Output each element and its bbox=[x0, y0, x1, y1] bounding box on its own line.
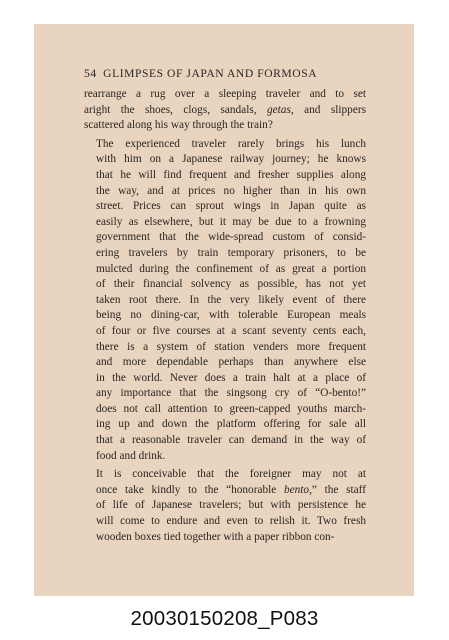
image-id-caption: 20030150208_P083 bbox=[130, 607, 319, 630]
text-line: taken root there. In the very likely event of there bbox=[96, 293, 366, 306]
text-line: rearrange a rug over a sleeping traveler and to set bbox=[84, 88, 366, 100]
paragraph bbox=[84, 87, 366, 134]
running-head bbox=[84, 66, 366, 82]
text-line: the way, and at prices no higher than in his own bbox=[96, 184, 366, 197]
paragraph bbox=[84, 137, 366, 464]
text-line: that he will find frequent and fresher supplies along bbox=[96, 168, 366, 181]
text-line: of their financial solvency as possible, has not yet bbox=[96, 278, 366, 291]
text-line: there is a system of station venders more frequent bbox=[96, 340, 366, 353]
text-line: and more dependable perhaps than anywhere else bbox=[96, 356, 366, 369]
page-text-block bbox=[84, 66, 366, 545]
paragraph bbox=[84, 467, 366, 545]
text-line: any importance that the singsong cry of “O-bento!” bbox=[96, 387, 366, 400]
text-line: once take kindly to the “honorable bento,” the staff bbox=[96, 483, 366, 496]
text-line: easily as elsewhere, but it may be due to a frowning bbox=[96, 215, 366, 228]
text-line: aright the shoes, clogs, sandals, getas, and slippers bbox=[84, 103, 367, 116]
running-head-title: GLIMPSES OF JAPAN AND FORMOSA bbox=[103, 67, 318, 80]
page-number: 54 bbox=[84, 67, 97, 80]
text-line: The experienced traveler rarely brings his lunch bbox=[96, 137, 366, 150]
text-line: mulcted during the confinement of as great a portion bbox=[96, 262, 366, 275]
text-line: scattered along his way through the train? bbox=[84, 119, 273, 132]
text-line: of life of Japanese travelers; but with persistence he bbox=[96, 499, 366, 512]
text-line: street. Prices can sprout wings in Japan quite as bbox=[96, 200, 366, 213]
text-line: will come to endure and even to relish it. Two fresh bbox=[96, 515, 366, 528]
text-line: in the world. Never does a train halt at a place of bbox=[96, 371, 366, 384]
text-line: ering travelers by train temporary prisoners, to be bbox=[96, 246, 366, 259]
text-line: does not call attention to green-capped youths march- bbox=[96, 402, 366, 415]
text-line: wooden boxes tied together with a paper ribbon con- bbox=[96, 530, 335, 543]
body-text bbox=[84, 87, 366, 545]
text-line: government that the wide-spread custom of consid- bbox=[96, 231, 366, 244]
text-line: being no dining-car, with tolerable European meals bbox=[96, 309, 366, 322]
text-line: of four or five courses at a scant seventy cents each, bbox=[96, 324, 366, 337]
text-line: with him on a Japanese railway journey; he knows bbox=[96, 153, 366, 166]
text-line: that a reasonable traveler can demand in the way of bbox=[96, 434, 366, 447]
text-line: ing up and down the platform offering for sale all bbox=[96, 418, 366, 431]
text-line: food and drink. bbox=[96, 449, 166, 462]
text-line: It is conceivable that the foreigner may not at bbox=[96, 468, 366, 481]
